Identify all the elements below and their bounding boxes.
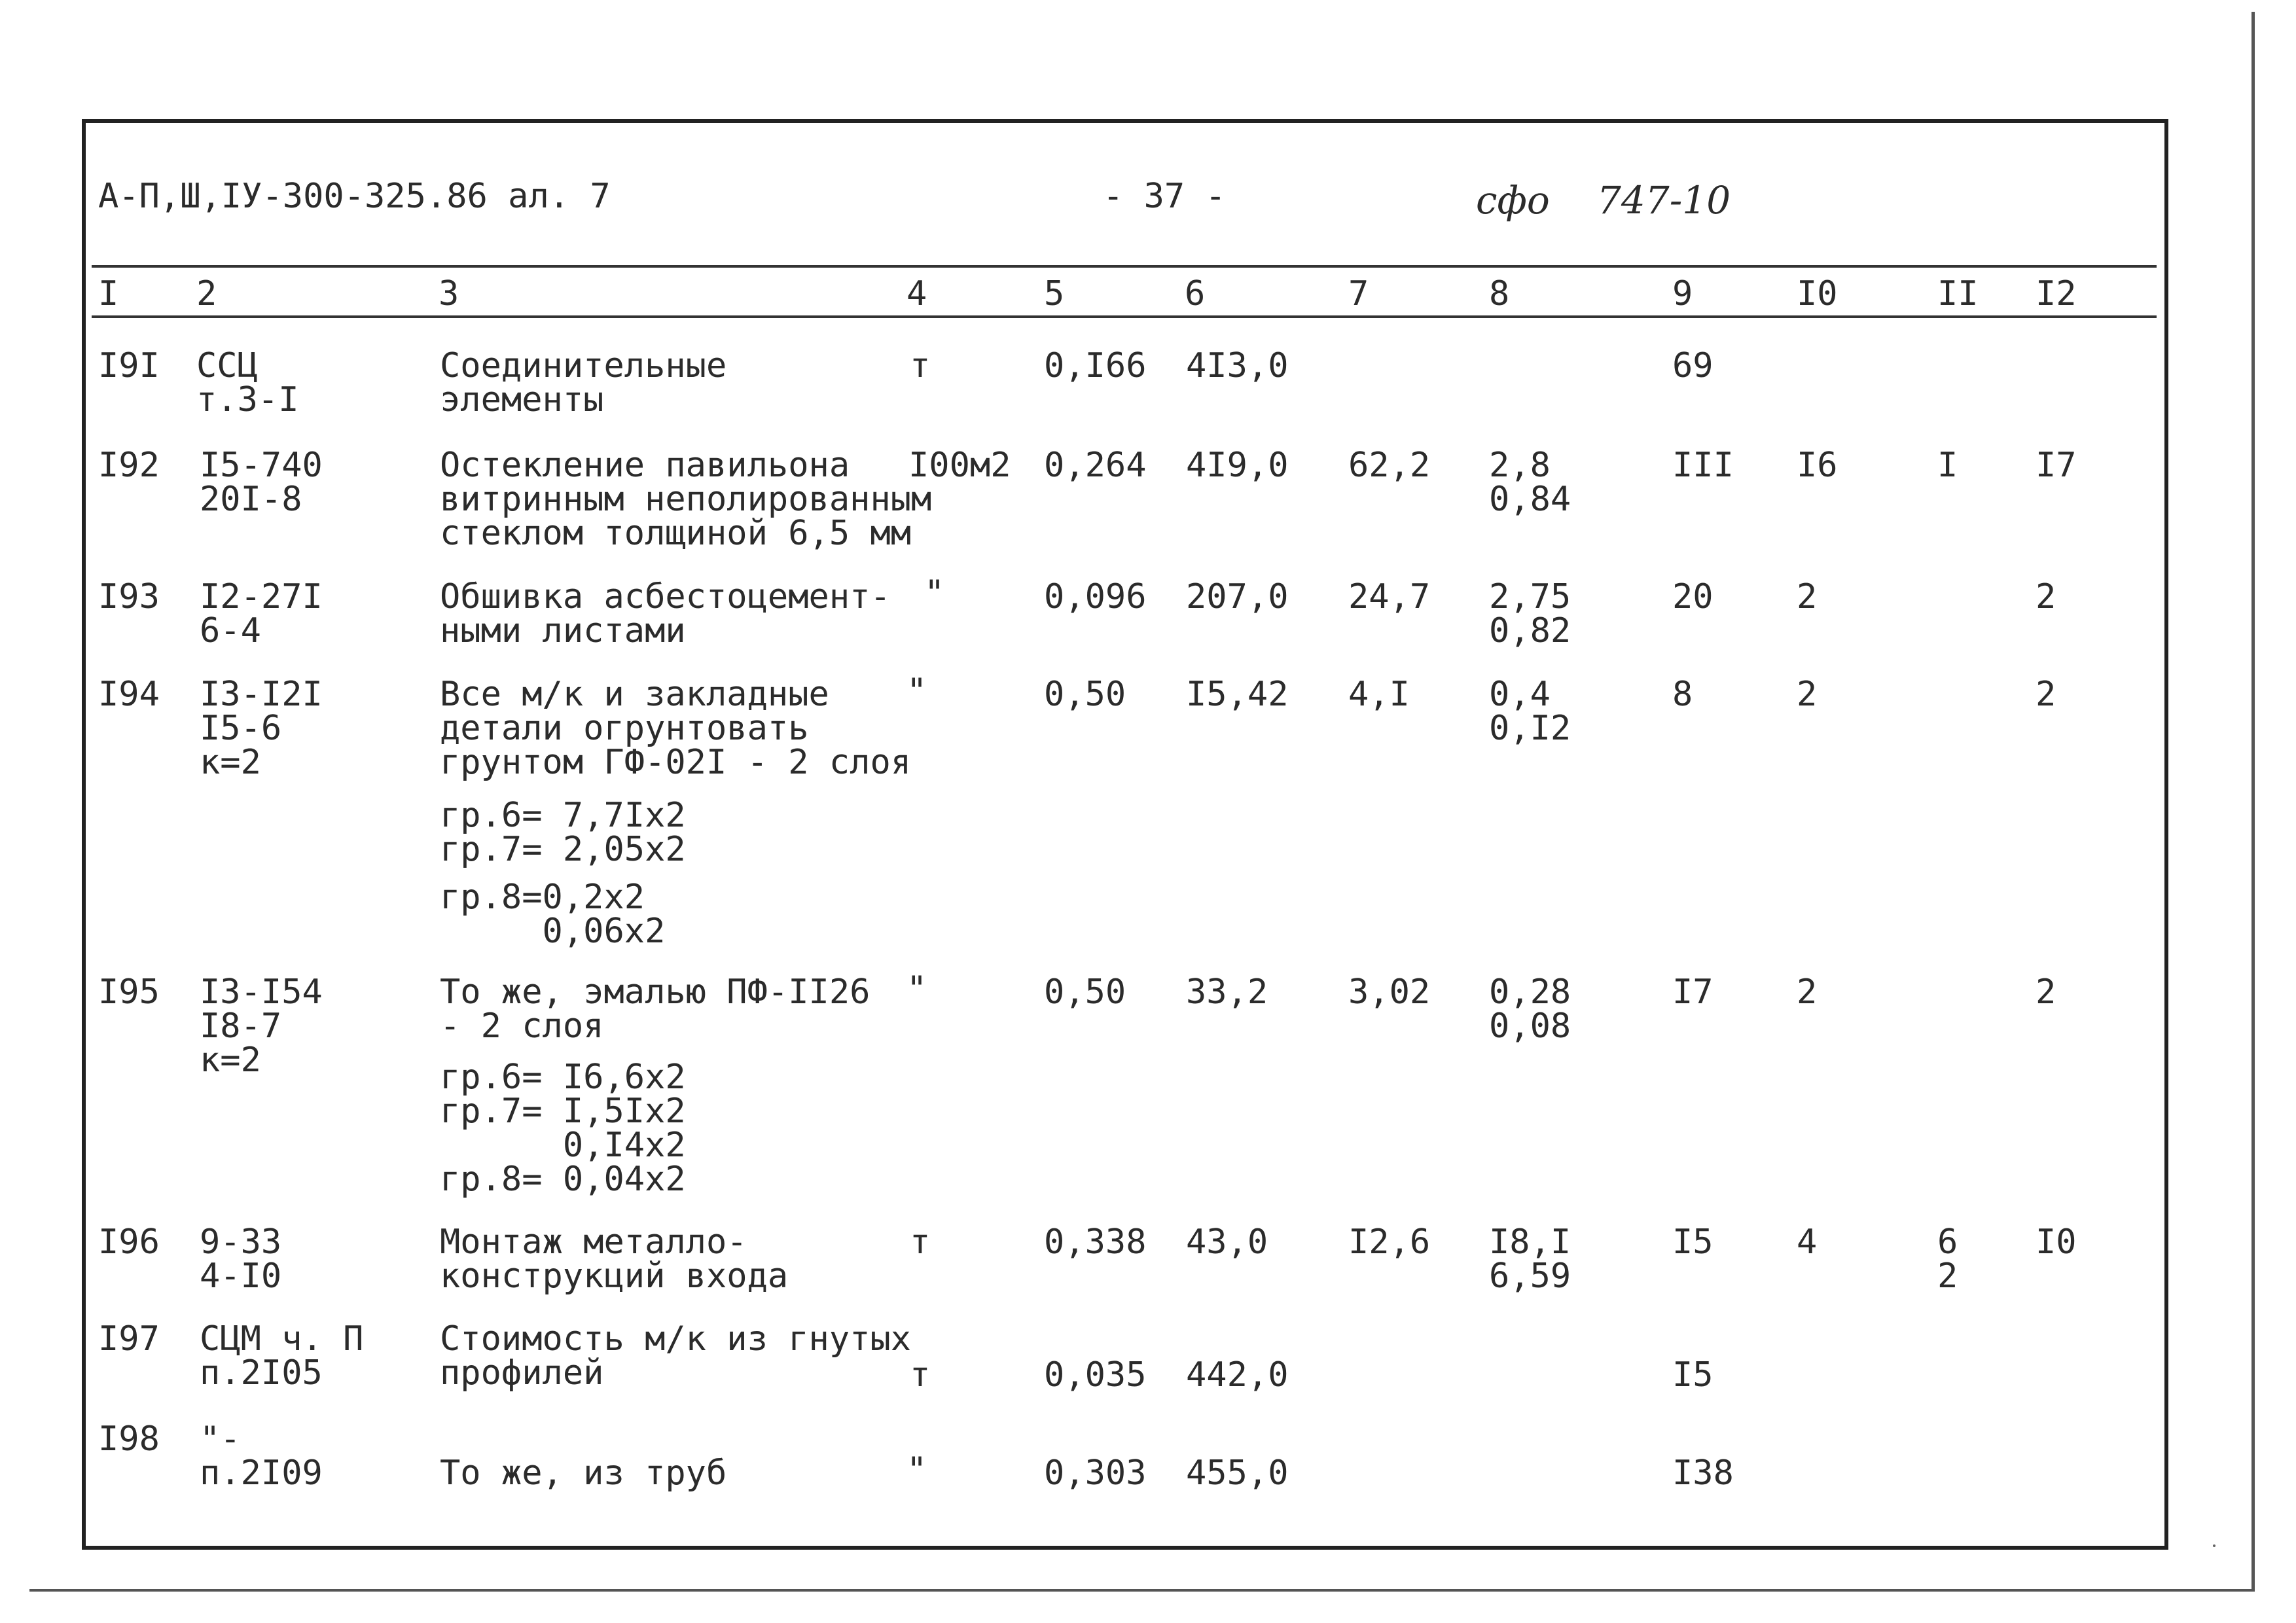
scan-dot	[2213, 1544, 2215, 1547]
row-code: I3-I2I I5-6 к=2	[200, 675, 323, 782]
row-unit: т	[910, 1222, 931, 1262]
row-col11: 6 2	[1937, 1222, 1958, 1296]
row-unit: "	[924, 573, 945, 613]
row-col9: III	[1672, 446, 1734, 485]
row-col10: I6	[1797, 446, 1838, 485]
row-col8: 2,75 0,82	[1489, 577, 1571, 651]
row-col7: 62,2	[1348, 446, 1431, 485]
row-number: I94	[98, 675, 160, 714]
row-description: Все м/к и закладные детали огрунтовать грунтом ГФ-02I - 2 слоя	[440, 675, 912, 782]
row-col8: 0,4 0,I2	[1489, 675, 1571, 748]
row-code: СЦМ ч. П п.2I05	[200, 1319, 364, 1393]
row-description: Монтаж металло- конструкций входа	[440, 1222, 789, 1296]
row-col10: 2	[1797, 972, 1818, 1012]
row-code: I2-27I 6-4	[200, 577, 323, 651]
row-col9: 8	[1672, 675, 1693, 714]
header-top-rule	[92, 265, 2157, 268]
row-price: 4I3,0	[1186, 346, 1289, 385]
row-quantity: 0,I66	[1044, 346, 1147, 385]
row-unit: "	[906, 969, 927, 1008]
row-col9: 69	[1672, 346, 1713, 385]
row-col9: I7	[1672, 972, 1713, 1012]
row-price: 4I9,0	[1186, 446, 1289, 485]
row-unit: т	[910, 1355, 931, 1395]
row-col10: 4	[1797, 1222, 1818, 1262]
document-code: А-П,Ш,IУ-300-325.86 ал. 7	[98, 177, 611, 216]
row-number: I98	[98, 1419, 160, 1459]
column-header: I0	[1797, 274, 1838, 313]
row-unit: "	[906, 671, 927, 711]
row-quantity: 0,50	[1044, 675, 1126, 714]
column-header: 7	[1348, 274, 1369, 313]
table-frame	[82, 119, 2168, 1550]
stamp-number: 747-10	[1597, 178, 1731, 223]
row-col8: 0,28 0,08	[1489, 972, 1571, 1046]
column-header: I	[98, 274, 119, 313]
row-number: I92	[98, 446, 160, 485]
column-header: 4	[906, 274, 927, 313]
row-col12: 2	[2036, 577, 2056, 616]
row-col12: I7	[2036, 446, 2077, 485]
column-header: I2	[2036, 274, 2077, 313]
row-price: 455,0	[1186, 1454, 1289, 1493]
row-unit: т	[910, 346, 931, 385]
row-code: 9-33 4-I0	[200, 1222, 282, 1296]
column-header: 6	[1185, 274, 1206, 313]
row-code: I5-740 20I-8	[200, 446, 323, 519]
row-quantity: 0,303	[1044, 1454, 1147, 1493]
row-note: гр.6= I6,6х2 гр.7= I,5Iх2 0,I4х2 гр.8= 0,04х2	[440, 1058, 686, 1199]
page-number: - 37 -	[1103, 177, 1226, 216]
row-note: гр.8=0,2х2 0,06х2	[440, 878, 666, 951]
row-unit: "	[906, 1450, 927, 1489]
column-header: 8	[1489, 274, 1510, 313]
row-number: I97	[98, 1319, 160, 1359]
row-col7: 4,I	[1348, 675, 1410, 714]
row-col9: I5	[1672, 1355, 1713, 1395]
row-col12: 2	[2036, 675, 2056, 714]
page-edge-right	[2251, 12, 2255, 1589]
row-col8: 2,8 0,84	[1489, 446, 1571, 519]
row-quantity: 0,096	[1044, 577, 1147, 616]
row-col12: I0	[2036, 1222, 2077, 1262]
row-description: То же, из труб	[440, 1454, 727, 1493]
row-col10: 2	[1797, 577, 1818, 616]
row-quantity: 0,338	[1044, 1222, 1147, 1262]
column-header: 3	[439, 274, 459, 313]
row-col10: 2	[1797, 675, 1818, 714]
row-code: I3-I54 I8-7 к=2	[200, 972, 323, 1080]
row-number: I96	[98, 1222, 160, 1262]
row-col11: I	[1937, 446, 1958, 485]
column-header: 9	[1672, 274, 1693, 313]
row-description: Остекление павильона витринным неполированным стеклом толщиной 6,5 мм	[440, 446, 932, 553]
row-description: Стоимость м/к из гнутых профилей	[440, 1319, 912, 1393]
column-header: 5	[1044, 274, 1065, 313]
header-bottom-rule	[92, 315, 2157, 318]
row-code: "- п.2I09	[200, 1419, 323, 1493]
row-description: То же, эмалью ПФ-II26 - 2 слоя	[440, 972, 870, 1046]
column-header: II	[1937, 274, 1979, 313]
row-col12: 2	[2036, 972, 2056, 1012]
stamp-label: сфо	[1476, 178, 1550, 223]
row-col7: 24,7	[1348, 577, 1431, 616]
row-quantity: 0,264	[1044, 446, 1147, 485]
row-note: гр.6= 7,7Iх2 гр.7= 2,05х2	[440, 796, 686, 869]
row-col8: I8,I 6,59	[1489, 1222, 1571, 1296]
row-number: I95	[98, 972, 160, 1012]
page-edge-bottom	[29, 1589, 2255, 1592]
row-col9: I5	[1672, 1222, 1713, 1262]
row-unit: I00м2	[908, 446, 1011, 485]
row-col9: 20	[1672, 577, 1713, 616]
column-header: 2	[196, 274, 217, 313]
row-col7: 3,02	[1348, 972, 1431, 1012]
row-quantity: 0,035	[1044, 1355, 1147, 1395]
row-quantity: 0,50	[1044, 972, 1126, 1012]
row-code: ССЦ т.3-I	[196, 346, 299, 419]
row-number: I9I	[98, 346, 160, 385]
row-price: 43,0	[1186, 1222, 1268, 1262]
row-col7: I2,6	[1348, 1222, 1431, 1262]
row-description: Соединительные элементы	[440, 346, 727, 419]
row-number: I93	[98, 577, 160, 616]
row-price: 207,0	[1186, 577, 1289, 616]
row-price: 442,0	[1186, 1355, 1289, 1395]
row-price: 33,2	[1186, 972, 1268, 1012]
row-col9: I38	[1672, 1454, 1734, 1493]
row-description: Обшивка асбестоцемент- ными листами	[440, 577, 891, 651]
row-price: I5,42	[1186, 675, 1289, 714]
